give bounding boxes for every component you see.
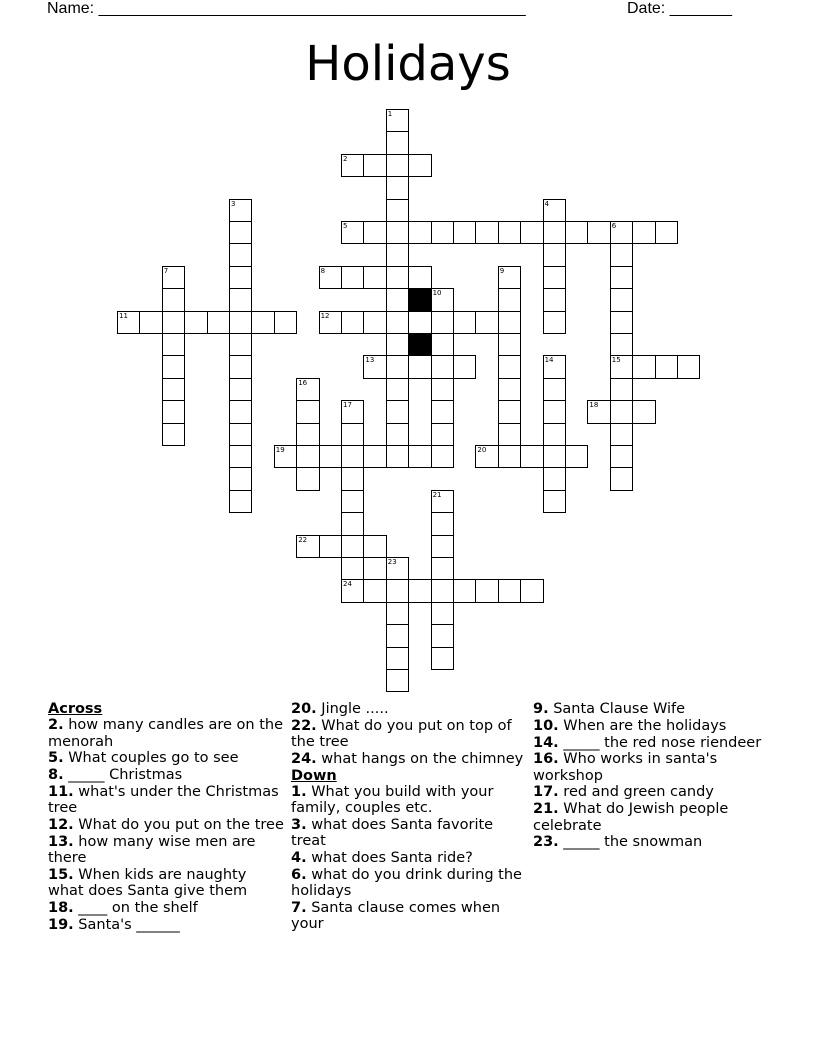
crossword-cell[interactable] — [341, 535, 364, 558]
crossword-cell[interactable] — [341, 445, 364, 468]
clue-number-label: 13 — [365, 356, 375, 365]
clue-number: 7. — [291, 900, 307, 917]
clue-item — [291, 718, 527, 751]
crossword-cell[interactable] — [386, 355, 409, 378]
name-field-label: Name: ________________________________________________ — [47, 0, 526, 17]
clue-number-label: 20 — [477, 446, 487, 454]
crossword-cell[interactable] — [341, 579, 364, 602]
crossword-cell[interactable] — [610, 378, 633, 401]
clue-item — [291, 701, 527, 717]
crossword-cell[interactable] — [229, 423, 252, 446]
crossword-cell[interactable] — [543, 199, 566, 222]
crossword-cell[interactable] — [184, 311, 207, 334]
crossword-cell[interactable] — [229, 243, 252, 266]
crossword-cell[interactable] — [520, 445, 543, 468]
crossword-cell[interactable] — [498, 311, 521, 334]
clue-item — [48, 767, 284, 783]
clue-item — [533, 718, 769, 734]
puzzle-title: Holidays — [305, 36, 511, 92]
crossword-cell[interactable] — [341, 467, 364, 490]
crossword-cell[interactable] — [386, 266, 409, 289]
crossword-cell[interactable] — [543, 355, 566, 378]
crossword-cell[interactable] — [229, 311, 252, 334]
clue-number-label: 3 — [231, 199, 236, 208]
clue-number: 18. — [48, 900, 74, 917]
clue-text: what do you drink during the holidays — [291, 866, 522, 900]
crossword-cell[interactable] — [229, 400, 252, 423]
crossword-cell[interactable] — [408, 221, 431, 244]
crossword-cell[interactable] — [162, 311, 185, 334]
clue-item — [291, 900, 527, 933]
crossword-cell[interactable] — [386, 333, 409, 356]
crossword-cell[interactable] — [565, 221, 588, 244]
crossword-cell[interactable] — [431, 602, 454, 625]
crossword-cell[interactable] — [229, 199, 252, 222]
crossword-cell[interactable] — [431, 579, 454, 602]
crossword-cell[interactable] — [610, 333, 633, 356]
crossword-cell[interactable] — [386, 445, 409, 468]
crossword-cell[interactable] — [229, 490, 252, 513]
clue-text: how many wise men are there — [48, 833, 256, 867]
clue-number: 4. — [291, 850, 307, 867]
crossword-cell[interactable] — [632, 400, 655, 423]
clue-item — [291, 867, 527, 900]
crossword-cell[interactable] — [543, 311, 566, 334]
clue-text: what's under the Christmas tree — [48, 783, 279, 817]
clue-text: What you build with your family, couples etc. — [291, 783, 494, 817]
crossword-cell[interactable] — [319, 445, 342, 468]
date-field-label: Date: _______ — [627, 0, 732, 17]
crossword-cell[interactable] — [610, 266, 633, 289]
crossword-cell[interactable] — [431, 490, 454, 513]
crossword-cell[interactable] — [431, 311, 454, 334]
clue-number: 5. — [48, 750, 64, 767]
clue-number: 8. — [48, 767, 64, 784]
clue-text: Jingle ..... — [316, 701, 389, 717]
clue-text: When are the holidays — [558, 717, 727, 734]
crossword-cell[interactable] — [319, 535, 342, 558]
clue-number-label: 21 — [432, 490, 442, 499]
crossword-cell[interactable] — [498, 378, 521, 401]
crossword-cell[interactable] — [386, 288, 409, 311]
clue-number-label: 12 — [320, 311, 330, 320]
crossword-cell[interactable] — [632, 221, 655, 244]
crossword-cell[interactable] — [610, 445, 633, 468]
crossword-cell[interactable] — [341, 423, 364, 446]
clue-item — [291, 784, 527, 817]
crossword-cell[interactable] — [341, 266, 364, 289]
crossword-cell[interactable] — [341, 557, 364, 580]
crossword-cell[interactable] — [587, 400, 610, 423]
crossword-cell[interactable] — [386, 311, 409, 334]
crossword-cell[interactable] — [453, 579, 476, 602]
crossword-cell[interactable] — [229, 288, 252, 311]
crossword-cell[interactable] — [543, 445, 566, 468]
crossword-cell[interactable] — [319, 311, 342, 334]
crossword-cell[interactable] — [431, 333, 454, 356]
crossword-cell[interactable] — [632, 355, 655, 378]
clue-number-label: 10 — [432, 289, 442, 298]
crossword-cell[interactable] — [363, 445, 386, 468]
across-clue-list-continued — [291, 701, 527, 767]
crossword-cell[interactable] — [363, 311, 386, 334]
crossword-cell[interactable] — [543, 467, 566, 490]
clue-number-label: 9 — [499, 266, 505, 275]
clue-text: Santa Clause Wife — [548, 701, 686, 717]
down-heading: Down — [291, 767, 337, 784]
crossword-cell[interactable] — [498, 221, 521, 244]
crossword-cell[interactable] — [229, 266, 252, 289]
clue-text: Santa's ______ — [73, 916, 180, 933]
crossword-cell[interactable] — [162, 400, 185, 423]
crossword-cell[interactable] — [543, 378, 566, 401]
crossword-cell[interactable] — [498, 355, 521, 378]
crossword-cell[interactable] — [431, 535, 454, 558]
crossword-cell[interactable] — [431, 445, 454, 468]
clue-item — [48, 817, 284, 833]
clue-text: _____ Christmas — [63, 767, 183, 784]
crossword-cell[interactable] — [498, 579, 521, 602]
clues-column-2 — [291, 701, 527, 933]
crossword-cell[interactable] — [386, 131, 409, 154]
crossword-cell[interactable] — [475, 445, 498, 468]
crossword-cell[interactable] — [229, 333, 252, 356]
crossword-cell[interactable] — [408, 154, 431, 177]
crossword-cell[interactable] — [251, 311, 274, 334]
clue-number-label: 5 — [343, 222, 348, 230]
clue-number: 20. — [291, 701, 317, 717]
clue-item — [48, 917, 284, 933]
crossword-cell[interactable] — [363, 266, 386, 289]
clue-number: 14. — [533, 734, 559, 751]
clue-item — [533, 751, 769, 784]
crossword-cell[interactable] — [408, 445, 431, 468]
crossword-cell[interactable] — [408, 266, 431, 289]
crossword-cell[interactable] — [543, 221, 566, 244]
crossword-cell[interactable] — [139, 311, 162, 334]
clue-item — [48, 750, 284, 766]
clue-text: red and green candy — [558, 784, 714, 801]
clue-text: _____ the red nose riendeer — [558, 734, 762, 751]
crossword-cell[interactable] — [319, 266, 342, 289]
clue-text: what does Santa ride? — [306, 850, 473, 867]
crossword-cell[interactable] — [431, 378, 454, 401]
black-cell — [408, 333, 431, 356]
clue-text: what does Santa favorite treat — [291, 817, 494, 850]
crossword-cell[interactable] — [565, 445, 588, 468]
crossword-cell[interactable] — [610, 355, 633, 378]
clue-text: ____ on the shelf — [73, 900, 198, 917]
crossword-cell[interactable] — [475, 221, 498, 244]
crossword-cell[interactable] — [341, 311, 364, 334]
crossword-cell[interactable] — [229, 445, 252, 468]
clue-number-label: 24 — [343, 580, 352, 589]
crossword-cell[interactable] — [274, 311, 297, 334]
crossword-cell[interactable] — [386, 602, 409, 625]
crossword-cell[interactable] — [386, 647, 409, 670]
crossword-cell[interactable] — [363, 579, 386, 602]
crossword-cell[interactable] — [363, 535, 386, 558]
crossword-cell[interactable] — [543, 266, 566, 289]
crossword-cell[interactable] — [453, 221, 476, 244]
crossword-cell[interactable] — [543, 423, 566, 446]
clue-number: 10. — [533, 717, 559, 734]
clue-number: 6. — [291, 866, 307, 883]
clue-number-label: 1 — [387, 110, 393, 118]
crossword-cell[interactable] — [543, 490, 566, 513]
crossword-cell[interactable] — [498, 288, 521, 311]
crossword-cell[interactable] — [386, 176, 409, 199]
clue-number-label: 19 — [275, 446, 285, 454]
clue-number: 24. — [291, 750, 317, 767]
crossword-cell[interactable] — [162, 423, 185, 446]
crossword-cell[interactable] — [229, 467, 252, 490]
clue-text: What do you put on top of the tree — [291, 717, 512, 751]
clue-text: Santa clause comes when your — [291, 900, 501, 933]
clue-number-label: 17 — [343, 401, 352, 410]
black-cell — [408, 288, 431, 311]
clue-text: _____ the snowman — [558, 834, 703, 851]
crossword-cell[interactable] — [386, 109, 409, 132]
crossword-cell[interactable] — [453, 355, 476, 378]
clue-text: What do you put on the tree — [73, 817, 284, 834]
clue-number: 17. — [533, 784, 559, 801]
clue-number: 12. — [48, 817, 74, 834]
down-clue-list — [291, 784, 527, 933]
clue-number-label: 16 — [298, 378, 308, 387]
clue-item — [533, 784, 769, 800]
crossword-cell[interactable] — [431, 557, 454, 580]
clue-number: 3. — [291, 817, 307, 834]
clue-text: When kids are naughty what does Santa give them — [48, 866, 248, 900]
crossword-cell[interactable] — [610, 400, 633, 423]
clue-number: 22. — [291, 717, 317, 734]
clue-text: what hangs on the chimney — [316, 750, 524, 767]
crossword-cell[interactable] — [341, 490, 364, 513]
crossword-cell[interactable] — [610, 467, 633, 490]
crossword-cell[interactable] — [386, 557, 409, 580]
crossword-cell[interactable] — [498, 266, 521, 289]
crossword-cell[interactable] — [408, 355, 431, 378]
crossword-cell[interactable] — [408, 579, 431, 602]
crossword-cell[interactable] — [341, 512, 364, 535]
clue-item — [48, 834, 284, 867]
clue-number-label: 6 — [611, 222, 617, 230]
crossword-cell[interactable] — [543, 243, 566, 266]
crossword-cell[interactable] — [207, 311, 230, 334]
clue-number: 15. — [48, 866, 74, 883]
crossword-cell[interactable] — [610, 243, 633, 266]
clue-number: 13. — [48, 833, 74, 850]
clue-number-label: 22 — [298, 535, 308, 544]
clue-number-label: 11 — [119, 311, 128, 320]
crossword-cell[interactable] — [229, 221, 252, 244]
clue-item — [291, 751, 527, 767]
crossword-cell[interactable] — [296, 445, 319, 468]
crossword-cell[interactable] — [386, 423, 409, 446]
crossword-cell[interactable] — [431, 288, 454, 311]
crossword-cell[interactable] — [162, 378, 185, 401]
clues-column-3 — [533, 701, 769, 851]
crossword-cell[interactable] — [431, 647, 454, 670]
clue-number: 21. — [533, 801, 559, 818]
crossword-cell[interactable] — [431, 355, 454, 378]
clue-item — [291, 817, 527, 850]
clue-item — [533, 701, 769, 717]
crossword-cell[interactable] — [386, 624, 409, 647]
crossword-cell[interactable] — [543, 288, 566, 311]
crossword-cell[interactable] — [431, 624, 454, 647]
clue-number: 2. — [48, 717, 64, 734]
crossword-cell[interactable] — [498, 400, 521, 423]
crossword-cell[interactable] — [363, 154, 386, 177]
crossword-cell[interactable] — [162, 288, 185, 311]
crossword-cell[interactable] — [587, 221, 610, 244]
crossword-cell[interactable] — [431, 423, 454, 446]
clue-item — [48, 900, 284, 916]
crossword-cell[interactable] — [610, 221, 633, 244]
crossword-cell[interactable] — [162, 333, 185, 356]
crossword-cell[interactable] — [341, 221, 364, 244]
clue-item — [533, 801, 769, 834]
clue-number-label: 15 — [611, 356, 621, 365]
clue-number-label: 8 — [320, 266, 326, 275]
clue-number-label: 18 — [589, 401, 599, 410]
crossword-cell[interactable] — [610, 311, 633, 334]
crossword-cell[interactable] — [117, 311, 140, 334]
clue-number-label: 23 — [387, 558, 397, 566]
clue-number-label: 4 — [544, 199, 550, 208]
crossword-cell[interactable] — [453, 311, 476, 334]
crossword-cell[interactable] — [655, 221, 678, 244]
crossword-cell[interactable] — [408, 311, 431, 334]
crossword-cell[interactable] — [498, 445, 521, 468]
clue-item — [48, 867, 284, 900]
crossword-cell[interactable] — [431, 400, 454, 423]
down-clue-list-continued — [533, 701, 769, 851]
crossword-cell[interactable] — [655, 355, 678, 378]
crossword-cell[interactable] — [520, 221, 543, 244]
clue-number-label: 7 — [163, 266, 169, 275]
clue-item — [533, 735, 769, 751]
crossword-cell[interactable] — [543, 400, 566, 423]
clue-text: What couples go to see — [63, 750, 239, 767]
clue-number: 9. — [533, 701, 549, 717]
crossword-cell[interactable] — [498, 423, 521, 446]
crossword-cell[interactable] — [386, 199, 409, 222]
clue-item — [48, 717, 284, 750]
clue-number: 11. — [48, 783, 74, 800]
clue-number: 1. — [291, 783, 307, 800]
crossword-cell[interactable] — [431, 221, 454, 244]
crossword-cell[interactable] — [431, 512, 454, 535]
clues-column-1 — [48, 701, 284, 934]
crossword-cell[interactable] — [229, 378, 252, 401]
crossword-cell[interactable] — [296, 423, 319, 446]
crossword-cell[interactable] — [386, 400, 409, 423]
clue-text: how many candles are on the menorah — [48, 717, 284, 750]
clue-number-label: 2 — [343, 154, 348, 163]
crossword-cell[interactable] — [363, 355, 386, 378]
crossword-cell[interactable] — [296, 467, 319, 490]
crossword-cell[interactable] — [274, 445, 297, 468]
crossword-cell[interactable] — [162, 355, 185, 378]
clue-number: 16. — [533, 751, 559, 768]
crossword-cell[interactable] — [386, 221, 409, 244]
crossword-cell[interactable] — [475, 579, 498, 602]
clue-text: What do Jewish people celebrate — [533, 801, 729, 834]
crossword-cell[interactable] — [610, 423, 633, 446]
clue-number: 23. — [533, 834, 559, 851]
clue-number: 19. — [48, 916, 74, 933]
clue-item — [533, 834, 769, 850]
clue-item — [291, 850, 527, 866]
crossword-cell[interactable] — [296, 535, 319, 558]
crossword-cell[interactable] — [610, 288, 633, 311]
crossword-cell[interactable] — [386, 669, 409, 692]
crossword-cell[interactable] — [296, 378, 319, 401]
crossword-cell[interactable] — [341, 400, 364, 423]
crossword-cell[interactable] — [520, 579, 543, 602]
crossword-cell[interactable] — [296, 400, 319, 423]
clue-text: Who works in santa's workshop — [533, 751, 718, 784]
crossword-cell[interactable] — [386, 579, 409, 602]
crossword-cell[interactable] — [363, 221, 386, 244]
across-clue-list — [48, 717, 284, 933]
crossword-cell[interactable] — [498, 333, 521, 356]
across-heading: Across — [48, 701, 103, 717]
crossword-cell[interactable] — [162, 266, 185, 289]
crossword-cell[interactable] — [386, 378, 409, 401]
crossword-cell[interactable] — [475, 311, 498, 334]
crossword-cell[interactable] — [386, 154, 409, 177]
clue-item — [48, 784, 284, 817]
clue-number-label: 14 — [544, 356, 554, 365]
crossword-cell[interactable] — [229, 355, 252, 378]
crossword-cell[interactable] — [386, 243, 409, 266]
crossword-cell[interactable] — [677, 355, 700, 378]
crossword-cell[interactable] — [341, 154, 364, 177]
